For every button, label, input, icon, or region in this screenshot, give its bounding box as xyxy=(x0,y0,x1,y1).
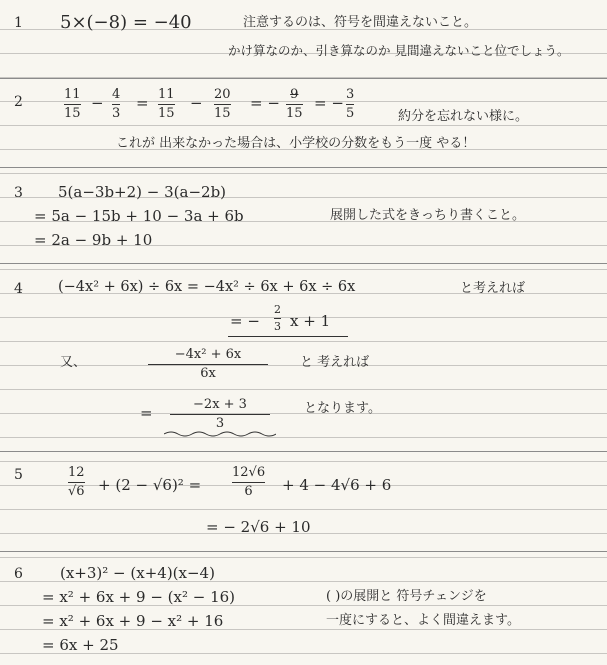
note-text: 又、 xyxy=(60,355,87,370)
note-text: と考えれば xyxy=(460,281,526,296)
note-text: 一度にすると、よく間違えます。 xyxy=(326,613,520,628)
denominator: 3 xyxy=(112,105,121,121)
equation-line: (−4x² + 6x) ÷ 6x = −4x² ÷ 6x + 6x ÷ 6x xyxy=(58,279,356,295)
numerator: 12 xyxy=(68,465,85,480)
operator: = xyxy=(140,404,153,422)
fraction xyxy=(286,88,303,120)
equation-line: = − xyxy=(230,312,260,330)
problem-number: 4 xyxy=(14,281,23,297)
equation-line: = x² + 6x + 9 − (x² − 16) xyxy=(42,588,236,606)
numerator: 2 xyxy=(274,303,281,316)
numerator: 9 xyxy=(290,87,299,102)
problem-number: 1 xyxy=(14,15,23,31)
equation-line: 5×(−8) = −40 xyxy=(60,12,192,33)
operator: = − xyxy=(314,94,344,112)
equation-line: = 2a − 9b + 10 xyxy=(34,231,153,249)
equation-line: + (2 − √6)² = xyxy=(98,476,202,494)
numerator: 11 xyxy=(158,87,175,102)
denominator: 3 xyxy=(274,319,281,333)
wavy-underline xyxy=(164,430,276,438)
numerator: 20 xyxy=(214,87,231,102)
fraction xyxy=(112,88,120,120)
numerator: −4x² + 6x xyxy=(174,347,242,362)
operator: − xyxy=(190,94,203,112)
separator-line xyxy=(0,263,607,264)
denominator: 15 xyxy=(214,105,231,121)
fraction xyxy=(232,466,265,498)
fraction xyxy=(346,88,354,120)
note-text: ( )の展開と 符号チェンジを xyxy=(326,589,487,604)
note-text: かけ算なのか、引き算なのか 見間違えないこと位でしょう。 xyxy=(228,43,570,58)
separator-line xyxy=(0,451,607,452)
fraction xyxy=(214,88,231,120)
fraction xyxy=(170,398,270,430)
denominator: 15 xyxy=(286,105,303,121)
denominator: 3 xyxy=(215,415,225,431)
denominator: 6x xyxy=(200,365,216,381)
denominator: 6 xyxy=(244,483,253,499)
problem-number: 3 xyxy=(14,185,23,201)
note-text: となります。 xyxy=(304,401,381,416)
operator: = xyxy=(136,94,149,112)
problem-number: 6 xyxy=(14,566,23,582)
fraction xyxy=(68,466,85,498)
operator: = − xyxy=(250,94,280,112)
denominator: √6 xyxy=(68,483,85,499)
note-text: 注意するのは、符号を間違えないこと。 xyxy=(243,15,478,30)
note-text: と 考えれば xyxy=(300,355,370,370)
problem-number: 5 xyxy=(14,467,23,483)
separator-line xyxy=(0,78,607,79)
equation-line: 5(a−3b+2) − 3(a−2b) xyxy=(58,183,227,201)
denominator: 5 xyxy=(346,105,355,121)
note-text: 展開した式をきっちり書くこと。 xyxy=(330,208,526,223)
underline xyxy=(228,336,348,337)
equation-line: = 5a − 15b + 10 − 3a + 6b xyxy=(34,207,244,225)
note-text: 約分を忘れない様に。 xyxy=(398,109,529,124)
fraction xyxy=(158,88,175,120)
numerator: 12√6 xyxy=(232,465,266,480)
equation-line: = 6x + 25 xyxy=(42,636,119,654)
equation-line: + 4 − 4√6 + 6 xyxy=(282,476,392,494)
numerator: 4 xyxy=(112,87,121,102)
fraction xyxy=(148,348,268,380)
numerator: −2x + 3 xyxy=(193,397,247,412)
numerator: 11 xyxy=(64,87,81,102)
numerator: 3 xyxy=(346,87,355,102)
operator: − xyxy=(91,94,104,112)
denominator: 15 xyxy=(64,105,81,121)
equation-line: (x+3)² − (x+4)(x−4) xyxy=(60,564,215,582)
equation-line: = x² + 6x + 9 − x² + 16 xyxy=(42,612,224,630)
note-text: これが 出来なかった場合は、小学校の分数をもう一度 やる！ xyxy=(116,136,476,151)
equation-line: x + 1 xyxy=(290,312,331,330)
denominator: 15 xyxy=(158,105,175,121)
fraction xyxy=(64,88,81,120)
separator-line xyxy=(0,167,607,168)
fraction xyxy=(274,304,281,332)
problem-number: 2 xyxy=(14,94,23,110)
equation-line: = − 2√6 + 10 xyxy=(206,518,311,536)
separator-line xyxy=(0,551,607,552)
